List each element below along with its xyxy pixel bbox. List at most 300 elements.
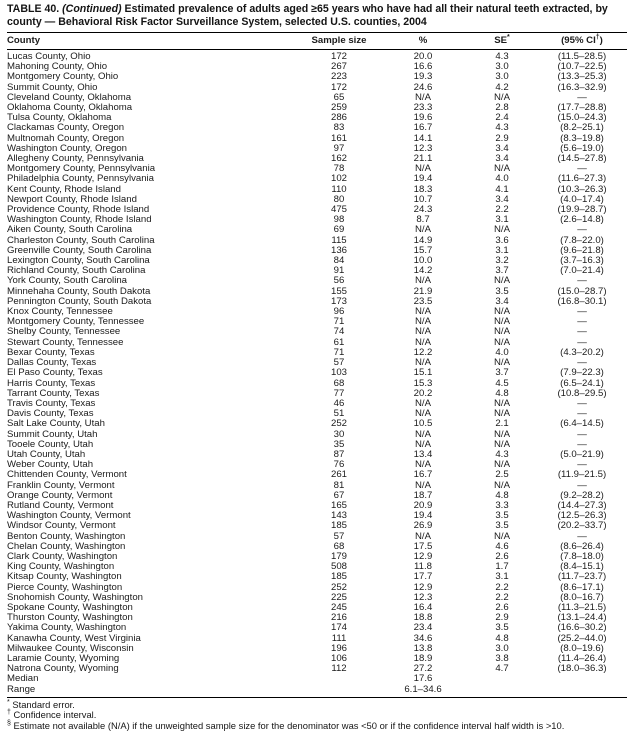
county-cell: Lexington County, South Carolina xyxy=(7,256,150,267)
footnote-estimate-not-available xyxy=(7,721,627,732)
sample-size-cell: 77 xyxy=(333,388,345,399)
table-title xyxy=(7,3,627,29)
percent-cell: 12.3 xyxy=(413,143,433,154)
table-row xyxy=(7,103,627,113)
table-row xyxy=(7,195,627,205)
column-header-sample-size: Sample size xyxy=(299,33,379,50)
sample-size-cell xyxy=(299,685,379,695)
table-row xyxy=(7,532,627,542)
table-header xyxy=(7,33,627,50)
percent-cell: 23.5 xyxy=(413,296,433,307)
percent-cell: N/A xyxy=(415,327,431,338)
ci-cell: (8.4–15.1) xyxy=(560,562,604,573)
table-row xyxy=(7,144,627,154)
table-row xyxy=(7,685,627,695)
ci-cell: (12.5–26.3) xyxy=(557,511,607,522)
percent-cell: N/A xyxy=(415,92,431,103)
se-cell xyxy=(467,674,537,684)
percent-cell: 18.9 xyxy=(413,653,433,664)
county-cell: Dallas County, Texas xyxy=(7,358,97,369)
se-cell: 4.5 xyxy=(495,378,509,389)
ci-cell: (2.6–14.8) xyxy=(560,215,604,226)
table-row xyxy=(7,205,627,215)
ci-cell: — xyxy=(577,439,587,450)
table-row xyxy=(7,338,627,348)
sample-size-cell: 261 xyxy=(330,470,347,481)
ci-cell: (8.0–19.6) xyxy=(560,643,604,654)
ci-cell: — xyxy=(577,409,587,420)
percent-cell: 16.7 xyxy=(413,123,433,134)
ci-cell: (15.0–24.3) xyxy=(557,113,607,124)
sample-size-cell: 259 xyxy=(330,103,347,114)
table-row xyxy=(7,664,627,674)
sample-size-cell: 174 xyxy=(330,623,347,634)
ci-cell xyxy=(537,685,627,695)
table-row xyxy=(7,246,627,256)
column-header-ci xyxy=(537,33,627,50)
table-row xyxy=(7,430,627,440)
county-cell: Richland County, South Carolina xyxy=(7,266,146,277)
se-cell: 3.5 xyxy=(495,623,509,634)
footnote-marker: † xyxy=(7,709,11,717)
sample-size-cell: 216 xyxy=(330,613,347,624)
se-cell: 3.7 xyxy=(495,266,509,277)
percent-cell: 10.0 xyxy=(413,256,433,267)
table-row xyxy=(7,317,627,327)
se-cell: N/A xyxy=(494,327,510,338)
sample-size-cell: 106 xyxy=(330,653,347,664)
ci-cell: — xyxy=(577,460,587,471)
county-cell: Greenville County, South Carolina xyxy=(7,245,152,256)
percent-cell: 34.6 xyxy=(413,633,433,644)
ci-cell: — xyxy=(577,317,587,328)
table-row xyxy=(7,440,627,450)
sample-size-cell: 267 xyxy=(330,62,347,73)
se-cell: N/A xyxy=(494,531,510,542)
table-row xyxy=(7,491,627,501)
percent-cell: 12.9 xyxy=(413,582,433,593)
ci-cell: (16.3–32.9) xyxy=(557,82,607,93)
table-row xyxy=(7,185,627,195)
sample-size-cell: 97 xyxy=(333,143,345,154)
table-row xyxy=(7,174,627,184)
ci-footnote-marker: † xyxy=(595,33,600,41)
ci-cell: (13.1–24.4) xyxy=(557,613,607,624)
table-row xyxy=(7,562,627,572)
se-cell: 2.9 xyxy=(495,613,509,624)
county-cell: Pennington County, South Dakota xyxy=(7,296,152,307)
table-row xyxy=(7,215,627,225)
sample-size-cell: 57 xyxy=(333,531,345,542)
county-cell: Natrona County, Wyoming xyxy=(7,664,119,675)
se-cell: 2.4 xyxy=(495,113,509,124)
ci-cell: (16.8–30.1) xyxy=(557,296,607,307)
table-row xyxy=(7,583,627,593)
county-cell: Davis County, Texas xyxy=(7,409,94,420)
se-cell: 3.5 xyxy=(495,521,509,532)
percent-cell: 12.9 xyxy=(413,551,433,562)
ci-cell: (15.0–28.7) xyxy=(557,286,607,297)
table-row xyxy=(7,379,627,389)
se-cell: N/A xyxy=(494,429,510,440)
se-cell: 3.5 xyxy=(495,286,509,297)
sample-size-cell: 475 xyxy=(330,205,347,216)
percent-cell: 17.7 xyxy=(413,572,433,583)
se-cell: 3.4 xyxy=(495,154,509,165)
percent-cell: 19.3 xyxy=(413,72,433,83)
se-cell: 3.1 xyxy=(495,245,509,256)
se-cell: 2.8 xyxy=(495,103,509,114)
sample-size-cell: 136 xyxy=(330,245,347,256)
table-row xyxy=(7,623,627,633)
ci-cell: (13.3–25.3) xyxy=(557,72,607,83)
county-cell: Aiken County, South Carolina xyxy=(7,225,133,236)
county-cell: Allegheny County, Pennsylvania xyxy=(7,154,144,165)
footnote-marker: § xyxy=(7,719,11,727)
percent-cell: 8.7 xyxy=(416,215,430,226)
county-cell: Spokane County, Washington xyxy=(7,602,133,613)
county-cell: York County, South Carolina xyxy=(7,276,127,287)
se-cell: 2.2 xyxy=(495,582,509,593)
se-cell: N/A xyxy=(494,276,510,287)
percent-cell: 12.2 xyxy=(413,347,433,358)
county-cell: Kanawha County, West Virginia xyxy=(7,633,141,644)
table-row xyxy=(7,93,627,103)
county-cell: Shelby County, Tennessee xyxy=(7,327,121,338)
table-row xyxy=(7,287,627,297)
se-cell xyxy=(467,685,537,695)
sample-size-cell: 286 xyxy=(330,113,347,124)
county-cell: Salt Lake County, Utah xyxy=(7,419,105,430)
county-cell: Providence County, Rhode Island xyxy=(7,205,150,216)
sample-size-cell: 103 xyxy=(330,368,347,379)
table-row xyxy=(7,644,627,654)
table-row xyxy=(7,572,627,582)
table-row xyxy=(7,368,627,378)
percent-cell: 14.9 xyxy=(413,235,433,246)
ci-cell: — xyxy=(577,429,587,440)
se-cell: 4.0 xyxy=(495,174,509,185)
se-cell: 2.2 xyxy=(495,205,509,216)
footnote-text: Confidence interval. xyxy=(10,709,97,721)
county-cell: Milwaukee County, Wisconsin xyxy=(7,643,134,654)
county-cell: Montgomery County, Tennessee xyxy=(7,317,145,328)
county-cell: Chittenden County, Vermont xyxy=(7,470,127,481)
percent-cell: 26.9 xyxy=(413,521,433,532)
county-cell: Kent County, Rhode Island xyxy=(7,184,121,195)
se-cell: 3.0 xyxy=(495,643,509,654)
sample-size-cell: 223 xyxy=(330,72,347,83)
table-row xyxy=(7,409,627,419)
ci-cell: — xyxy=(577,337,587,348)
table-row xyxy=(7,358,627,368)
ci-cell: (11.4–26.4) xyxy=(557,653,607,664)
percent-cell: N/A xyxy=(415,398,431,409)
ci-cell: (11.6–27.3) xyxy=(557,174,607,185)
percent-cell: 15.3 xyxy=(413,378,433,389)
table-title-continued: (Continued) xyxy=(62,3,122,15)
ci-cell: — xyxy=(577,327,587,338)
sample-size-cell: 46 xyxy=(333,398,345,409)
se-cell: 4.2 xyxy=(495,82,509,93)
county-cell: Lucas County, Ohio xyxy=(7,51,91,62)
table-row xyxy=(7,481,627,491)
table-row xyxy=(7,389,627,399)
table-row xyxy=(7,634,627,644)
percent-cell: 20.9 xyxy=(413,500,433,511)
county-cell: Windsor County, Vermont xyxy=(7,521,116,532)
county-cell: Philadelphia County, Pennsylvania xyxy=(7,174,155,185)
sample-size-cell: 76 xyxy=(333,460,345,471)
percent-cell: 19.6 xyxy=(413,113,433,124)
sample-size-cell: 56 xyxy=(333,276,345,287)
percent-cell: 14.2 xyxy=(413,266,433,277)
se-cell: N/A xyxy=(494,225,510,236)
percent-cell: 14.1 xyxy=(413,133,433,144)
ci-cell: (11.3–21.5) xyxy=(557,602,607,613)
sample-size-cell: 196 xyxy=(330,643,347,654)
se-cell: 4.7 xyxy=(495,664,509,675)
sample-size-cell: 245 xyxy=(330,602,347,613)
ci-cell: (6.5–24.1) xyxy=(560,378,604,389)
ci-cell: — xyxy=(577,276,587,287)
se-cell: 4.8 xyxy=(495,490,509,501)
ci-cell: (14.4–27.3) xyxy=(557,500,607,511)
footnote-text: Standard error. xyxy=(9,698,75,710)
se-cell: 2.1 xyxy=(495,419,509,430)
table-row xyxy=(7,50,627,63)
percent-cell: N/A xyxy=(415,358,431,369)
table-row xyxy=(7,450,627,460)
se-cell: 3.7 xyxy=(495,368,509,379)
ci-cell: (16.6–30.2) xyxy=(557,623,607,634)
percent-cell: 15.7 xyxy=(413,245,433,256)
ci-cell: (8.2–25.1) xyxy=(560,123,604,134)
sample-size-cell: 98 xyxy=(333,215,345,226)
percent-cell: 18.7 xyxy=(413,490,433,501)
percent-cell: 21.1 xyxy=(413,154,433,165)
se-cell: 2.6 xyxy=(495,551,509,562)
county-cell: Clark County, Washington xyxy=(7,551,118,562)
county-cell: Charleston County, South Carolina xyxy=(7,235,155,246)
percent-cell: 23.4 xyxy=(413,623,433,634)
ci-cell: (3.7–16.3) xyxy=(560,256,604,267)
table-header-row xyxy=(7,33,627,50)
se-cell: 2.2 xyxy=(495,592,509,603)
se-cell: N/A xyxy=(494,317,510,328)
sample-size-cell: 91 xyxy=(333,266,345,277)
county-cell: Newport County, Rhode Island xyxy=(7,194,137,205)
percent-cell: 16.7 xyxy=(413,470,433,481)
ci-cell: (6.4–14.5) xyxy=(560,419,604,430)
se-cell: 3.0 xyxy=(495,72,509,83)
percent-cell: 23.3 xyxy=(413,103,433,114)
sample-size-cell: 71 xyxy=(333,317,345,328)
county-cell: Summit County, Ohio xyxy=(7,82,98,93)
ci-cell: (9.2–28.2) xyxy=(560,490,604,501)
sample-size-cell: 143 xyxy=(330,511,347,522)
percent-cell: 16.6 xyxy=(413,62,433,73)
ci-cell: (7.8–22.0) xyxy=(560,235,604,246)
se-cell: N/A xyxy=(494,164,510,175)
sample-size-cell: 35 xyxy=(333,439,345,450)
se-cell: 3.2 xyxy=(495,256,509,267)
ci-cell: (4.3–20.2) xyxy=(560,347,604,358)
table-title-number: TABLE 40. xyxy=(7,3,63,15)
ci-cell: (20.2–33.7) xyxy=(557,521,607,532)
se-cell: N/A xyxy=(494,337,510,348)
county-cell: Tulsa County, Oklahoma xyxy=(7,113,112,124)
se-cell: 4.8 xyxy=(495,388,509,399)
ci-cell: (19.9–28.7) xyxy=(557,205,607,216)
sample-size-cell: 65 xyxy=(333,92,345,103)
ci-cell: (7.8–18.0) xyxy=(560,551,604,562)
sample-size-cell: 96 xyxy=(333,307,345,318)
sample-size-cell: 252 xyxy=(330,419,347,430)
footnote-marker: * xyxy=(7,698,10,706)
percent-cell: N/A xyxy=(415,531,431,542)
percent-cell: N/A xyxy=(415,480,431,491)
percent-cell: 13.8 xyxy=(413,643,433,654)
se-cell: 4.1 xyxy=(495,184,509,195)
ci-cell: — xyxy=(577,531,587,542)
ci-cell: (14.5–27.8) xyxy=(557,154,607,165)
ci-cell: (7.0–21.4) xyxy=(560,266,604,277)
county-cell: Orange County, Vermont xyxy=(7,490,113,501)
ci-cell: (10.7–22.5) xyxy=(557,62,607,73)
sample-size-cell: 225 xyxy=(330,592,347,603)
sample-size-cell: 68 xyxy=(333,378,345,389)
se-cell: 4.3 xyxy=(495,449,509,460)
table-row xyxy=(7,266,627,276)
percent-cell: N/A xyxy=(415,307,431,318)
ci-cell: (11.9–21.5) xyxy=(557,470,607,481)
ci-cell: (5.6–19.0) xyxy=(560,143,604,154)
ci-cell: — xyxy=(577,398,587,409)
percent-cell: 12.3 xyxy=(413,592,433,603)
sample-size-cell: 84 xyxy=(333,256,345,267)
county-cell: Oklahoma County, Oklahoma xyxy=(7,103,133,114)
sample-size-cell: 110 xyxy=(331,184,347,195)
percent-cell: 19.4 xyxy=(413,511,433,522)
sample-size-cell xyxy=(299,674,379,684)
county-cell: Harris County, Texas xyxy=(7,378,96,389)
se-cell: 3.6 xyxy=(495,235,509,246)
column-header-se xyxy=(467,33,537,50)
percent-cell: 24.3 xyxy=(413,205,433,216)
se-cell: 3.3 xyxy=(495,500,509,511)
table-row xyxy=(7,62,627,72)
ci-cell: — xyxy=(577,307,587,318)
table-row xyxy=(7,348,627,358)
prevalence-table xyxy=(7,32,627,695)
sample-size-cell: 112 xyxy=(331,664,347,675)
sample-size-cell: 185 xyxy=(330,521,347,532)
table-row xyxy=(7,654,627,664)
ci-cell: (10.8–29.5) xyxy=(557,388,607,399)
sample-size-cell: 78 xyxy=(333,164,345,175)
se-cell: 3.4 xyxy=(495,143,509,154)
se-cell: N/A xyxy=(494,480,510,491)
county-cell: Tarrant County, Texas xyxy=(7,388,100,399)
sample-size-cell: 83 xyxy=(333,123,345,134)
ci-label-suffix: ) xyxy=(599,35,603,46)
se-cell: 3.1 xyxy=(495,215,509,226)
se-cell: 3.4 xyxy=(495,194,509,205)
table-row xyxy=(7,593,627,603)
county-cell: Montgomery County, Ohio xyxy=(7,72,119,83)
ci-cell: (7.9–22.3) xyxy=(560,368,604,379)
sample-size-cell: 81 xyxy=(333,480,345,491)
county-cell: Washington County, Oregon xyxy=(7,143,127,154)
table-row xyxy=(7,225,627,235)
county-cell: Travis County, Texas xyxy=(7,398,96,409)
ci-cell: — xyxy=(577,358,587,369)
county-cell: Utah County, Utah xyxy=(7,449,86,460)
se-cell: N/A xyxy=(494,358,510,369)
ci-cell xyxy=(537,674,627,684)
sample-size-cell: 165 xyxy=(330,500,347,511)
sample-size-cell: 179 xyxy=(330,551,347,562)
se-cell: 4.6 xyxy=(495,541,509,552)
table-row xyxy=(7,236,627,246)
table-row xyxy=(7,399,627,409)
county-cell: Montgomery County, Pennsylvania xyxy=(7,164,156,175)
se-cell: 3.0 xyxy=(495,62,509,73)
se-cell: N/A xyxy=(494,460,510,471)
column-header-percent: % xyxy=(379,33,467,50)
ci-cell: (8.6–17.1) xyxy=(560,582,604,593)
county-cell: Minnehaha County, South Dakota xyxy=(7,286,151,297)
table-row xyxy=(7,134,627,144)
percent-cell: N/A xyxy=(415,460,431,471)
se-cell: N/A xyxy=(494,307,510,318)
table-row xyxy=(7,613,627,623)
percent-cell: 17.6 xyxy=(413,674,433,685)
sample-size-cell: 172 xyxy=(330,51,347,62)
county-cell: Yakima County, Washington xyxy=(7,623,127,634)
sample-size-cell: 71 xyxy=(333,347,345,358)
se-cell: 4.3 xyxy=(495,123,509,134)
county-cell: Tooele County, Utah xyxy=(7,439,94,450)
percent-cell: N/A xyxy=(415,439,431,450)
county-cell: Weber County, Utah xyxy=(7,460,94,471)
se-cell: N/A xyxy=(494,92,510,103)
se-cell: N/A xyxy=(494,409,510,420)
table-row xyxy=(7,419,627,429)
sample-size-cell: 61 xyxy=(333,337,345,348)
ci-cell: (5.0–21.9) xyxy=(560,449,604,460)
ci-cell: (10.3–26.3) xyxy=(557,184,607,195)
table-row xyxy=(7,542,627,552)
sample-size-cell: 57 xyxy=(333,358,345,369)
table-row xyxy=(7,154,627,164)
sample-size-cell: 67 xyxy=(333,490,345,501)
percent-cell: N/A xyxy=(415,164,431,175)
footnote-standard-error xyxy=(7,700,627,711)
table-row xyxy=(7,276,627,286)
county-cell: El Paso County, Texas xyxy=(7,368,103,379)
percent-cell: 20.0 xyxy=(413,51,433,62)
sample-size-cell: 51 xyxy=(333,409,345,420)
percent-cell: 6.1–34.6 xyxy=(404,684,442,695)
county-cell: King County, Washington xyxy=(7,562,115,573)
table-row xyxy=(7,470,627,480)
se-cell: 4.0 xyxy=(495,347,509,358)
ci-cell: (8.3–19.8) xyxy=(560,133,604,144)
table-row xyxy=(7,552,627,562)
footnote-text: Estimate not available (N/A) if the unweighted sample size for the denominator was <50 or if the confidence interval half width is >10. xyxy=(10,719,565,731)
